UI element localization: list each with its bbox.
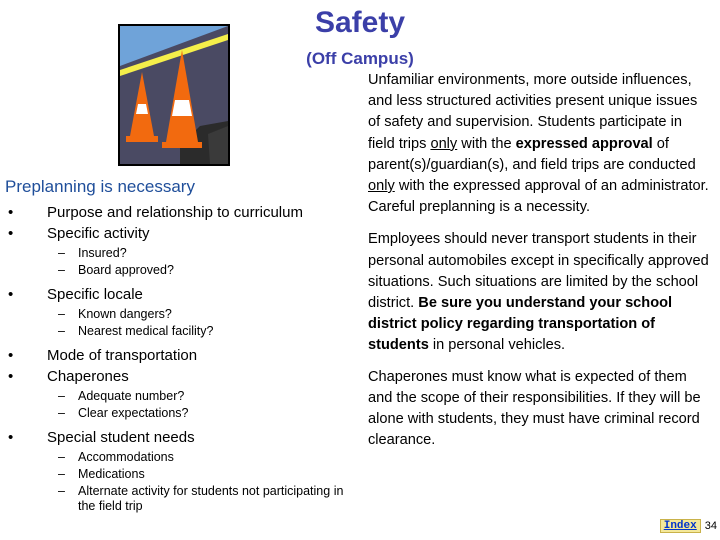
bullet-icon: • — [8, 368, 14, 385]
bullet-icon: • — [8, 347, 14, 364]
sub-item — [58, 324, 348, 339]
sub-item-label: Adequate number? — [78, 389, 185, 403]
dash-icon: – — [58, 467, 65, 481]
traffic-cones-icon — [118, 24, 230, 166]
sub-item-label: Alternate activity for students not participating in the field trip — [78, 484, 344, 513]
dash-icon: – — [58, 263, 65, 277]
sub-item — [58, 467, 348, 482]
list-item — [8, 285, 348, 305]
sub-item-label: Medications — [78, 467, 145, 481]
preplanning-list — [8, 202, 348, 514]
dash-icon: – — [58, 484, 65, 498]
list-item-label: Special student needs — [47, 429, 195, 446]
sub-item-label: Clear expectations? — [78, 406, 189, 420]
sub-item — [58, 263, 348, 278]
list-item-label: Chaperones — [47, 368, 129, 385]
list-item — [8, 367, 348, 387]
list-item — [8, 224, 348, 244]
paragraph-transport: Employees should never transport students in their personal automobiles except in specifically approved situations. Such situations are limited by the school district. Be sure you understand your school district policy regarding transportation of students in personal vehicles. — [368, 231, 709, 354]
dash-icon: – — [58, 246, 65, 260]
bullet-icon: • — [8, 286, 14, 303]
bullet-icon: • — [8, 429, 14, 446]
list-item — [8, 203, 348, 223]
safety-description — [368, 70, 710, 451]
list-item-label: Specific locale — [47, 286, 143, 303]
sub-item-label: Board approved? — [78, 263, 174, 277]
list-item-label: Mode of transportation — [47, 347, 198, 364]
index-link[interactable]: Index — [660, 519, 701, 533]
dash-icon: – — [58, 324, 65, 338]
page-title: Safety — [314, 6, 406, 39]
sub-item-label: Insured? — [78, 246, 127, 260]
sub-item — [58, 450, 348, 465]
sub-item-label: Nearest medical facility? — [78, 324, 214, 338]
footer — [660, 519, 717, 533]
page-number: 34 — [704, 520, 717, 532]
paragraph-approval: Unfamiliar environments, more outside influences, and less structured activities present unique issues of safety and supervision. Students participate in field trips only with the expressed approval of parent(s)/guardian(s), and field trips are conducted only with the expressed approval of an administrator. Careful preplanning is a necessity. — [368, 72, 709, 216]
sub-item — [58, 389, 348, 404]
left-heading: Preplanning is necessary — [5, 177, 195, 196]
list-item — [8, 428, 348, 448]
dash-icon: – — [58, 307, 65, 321]
sub-item — [58, 484, 348, 514]
dash-icon: – — [58, 450, 65, 464]
list-item-label: Purpose and relationship to curriculum — [47, 204, 303, 221]
sub-item — [58, 406, 348, 421]
sub-item-label: Accommodations — [78, 450, 174, 464]
page-subtitle: (Off Campus) — [306, 49, 414, 68]
list-item-label: Specific activity — [47, 225, 150, 242]
bullet-icon: • — [8, 204, 14, 221]
list-item — [8, 346, 348, 366]
sub-item — [58, 307, 348, 322]
bullet-icon: • — [8, 225, 14, 242]
dash-icon: – — [58, 389, 65, 403]
sub-item-label: Known dangers? — [78, 307, 172, 321]
dash-icon: – — [58, 406, 65, 420]
sub-item — [58, 246, 348, 261]
paragraph-chaperones: Chaperones must know what is expected of them and the scope of their responsibilities. If they will be alone with students, they must have criminal record clearance. — [368, 368, 701, 449]
